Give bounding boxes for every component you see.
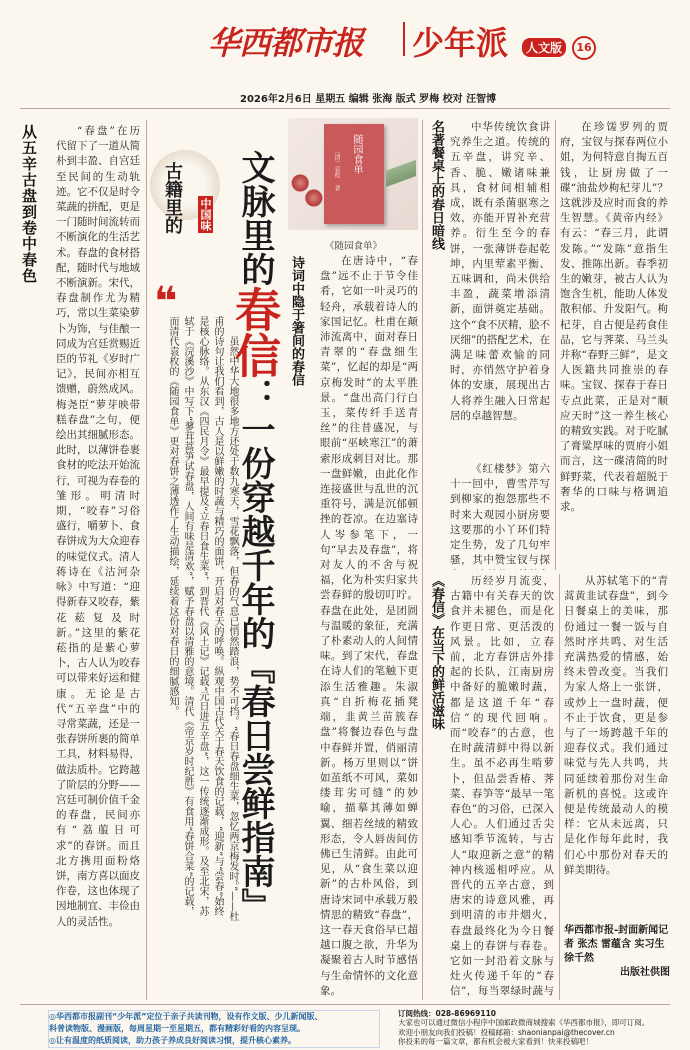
section-name: 少年派 [412,24,509,62]
quote-mark-icon: ❝ [154,279,178,325]
family-body-c [560,120,668,570]
book-cover-sub: 〔清〕袁枚 著 [333,148,340,191]
spring-body-text: 历经岁月流变，古籍中有关春天的饮食并未褪色，而是化作更日常、更活泼的风景。比如，立春前，北方春饼店外排起的长队，江南厨房中备好的脆嫩时蔬，都是这道千年“春信”的现代回响。而“咬春”的古意，也在时蔬清鲜中得以新生。虽不必再生啃萝卜，但品尝香椿、荠菜、春笋等“最早一笔春色”的习俗，已深入人心。人们通过舌尖感知季节流转，与古人“取迎新之意”的精神内核遥相呼应。从晋代的五辛古意，到唐宋的诗意风雅，再到明清的市井烟火，春盘最终化为今日餐桌上的春饼与春卷。它如一封沿着文脉与灶火传递千年的“春信”，每当翠绿时蔬与 [450,575,554,998]
leaf-decor [386,138,416,208]
feature-quote-text: 虽然中华大地很多地方还处于数九寒天，雪花飘落，但春的气息已悄然踏浪，势不可挡。“春日春盘细生菜，忽忆两京梅发时。”——杜甫的诗句让我们看到，古人是以鲜嫩的时蔬与精巧的面饼，开启对春天的呼唤。纵观中国古代关于春天饮食的记载，“迎新”与“尝春”始终是核心脉络。从东汉《四民月令》最早提及“立春日食生菜”，到晋代《风土记》记载“元日进五辛盘”，这一传统逐渐成形。及至北宋，苏轼于《浣溪沙》中写下“蓼茸蒿笋试春盘，人间有味是清欢”，赋予春盘以清雅的意境。清代《帝京岁时纪胜》有食用“春饼合菜”的记载，而清代袁枚的《随园食单》更对春饼之薄透作了生动描绘，延续着这份对春日的细腻感知。 [167,316,238,922]
seal-text: 古籍里的 [162,162,183,234]
book-cover-title: 随园食单 [351,134,362,174]
family-body-b [450,462,550,570]
feature-quote [150,316,240,924]
byline-reporters: 华西都市报-封面新闻记者 张杰 雷蕴含 实习生 徐千然 [564,925,669,964]
spring-body [450,574,554,1000]
footer-left-line-3: ◎让有温度的纸质阅读，助力孩子养成良好阅读习惯，提升核心素养。 [49,1036,296,1045]
spring-body-b-text: 从苏轼笔下的“青蒿黄韭试春盘”，到今日餐桌上的美味，那份通过一餐一饭与自然时序共鸣、对生活充满热爱的情感，始终未曾改变。当我们为家人烙上一张饼，或炒上一盘时蔬，便不止于饮食，更是参与了一场跨越千年的迎春仪式。我们通过味觉与先人共鸣，共同延续着那份对生命新机的喜悦。这或许便是传统最动人的模样：它从未远离，只是化作每年此时，我们心中那份对春天的鲜美期待。 [564,575,668,876]
book-caption: 《随园食单》 [325,241,383,252]
family-body-a-text: 中华传统饮食讲究养生之道。传统的五辛盘，讲究辛、香、脆、嫩诸味兼具，食材间相辅相成，既有杀菌驱寒之效，亦能开胃补充营养。衍生至今的春饼，一张薄饼卷起乾坤，内里荤素平衡、五味调和，尚未供给丰盈，蔬菜增添清新，面饼奠定基础。这个“食不厌精，脍不厌细”的搭配艺术，在满足味蕾欢愉的同时，亦悄然守护着身体的安康，展现出古人将养生融入日常起居的卓越智慧。 [450,121,550,422]
left-body-text: “春盘”在历代留下了一道从简朴到丰盈、自宫廷至民间的生动轨迹。它不仅是时令菜蔬的拼配，更是一门随时间流转而不断演化的生活艺术。春盘的食材搭配，随时代与地域不断演新。宋代，春盘制作尤为精巧，常以生菜染萝卜为饰，与佳酿一同成为宫廷赏赐近臣的节礼《岁时广记》，民间亦相互馈赠，蔚然成风。梅尧臣“萝芽映带糕春盘”之句，便绘出其细腻形态。此时，以薄饼卷裹食材的吃法开始流行，可视为春卷的雏形。明清时期，“咬春”习俗盛行，嚼萝卜、食春饼成为大众迎春的味觉仪式。清人蒋诗在《沽河杂咏》中写道：“迎得新春又咬春，紫花菘复及时新。”这里的紫花菘指的是紫心萝卜，古人认为咬春可以带来好运和健康。无论是古代“五辛盘”中的寻常菜蔬，还是一张春饼所裹的简单工具，材料易得，做法质朴。它跨越了阶层的分野——宫廷可制价值千金的春盘，民间亦有“荔菔日可求”的春饼。而且北方携用面粉烙饼，南方喜以面皮作卷，这也体现了因地制宜、丰俭由人的灵活性。 [56,125,140,928]
footer-right-line-4: 你投来的每一篇文章，都有机会被大家看到！快来投稿吧！ [398,1037,593,1047]
poems-headline: 诗词中隐于箸间的春信 [289,256,304,386]
spring-divider [559,574,560,1000]
family-body-a [450,120,550,460]
footer-left-line-1: ◎华西都市报副刊“少年派”定位于亲子共读刊物，设有作文版、少儿新闻版、 [49,1012,323,1021]
dateline: 2026年2月6日 星期五 编辑 张海 版式 罗梅 校对 汪智博 [240,94,497,105]
feature-title: 文脉里的春信：一份穿越千年的『春日尝鲜指南』 [228,150,282,922]
masthead [0,0,690,80]
poems-body-text: 在唐诗中，“春盘”远不止于节令佳肴，它如一叶灵巧的轻舟，承载着诗人的家国记忆。杜甫在颠沛流离中，面对春日青翠的“春盘细生菜”，忆起的却是“两京梅发时”的太平胜景。“盘出高门行白玉，菜传纤手送青丝”的往昔盛况，与眼前“巫峡寒江”的萧索形成刺目对比。那一盘鲜嫩，由此化作连接盛世与乱世的沉重符号，满是沉郁顿挫的苍凉。在边塞诗人岑参笔下，一句“早去及春盘”，将对友人的不舍与祝福，化为朴实归家共尝春鲜的殷切叮咛。春盘在此处，是团圆与温暖的象征，充满了朴素动人的人间情味。到了宋代，春盘在诗人们的笔触下更添生活雅趣。朱淑真“自折梅花插凳端，韭黄兰苗簇春盘”将餐边春色与盘中春鲜并置，俏丽清新。杨万里则以“饼如茧纸不可风，菜如缕茸劣可缝”的妙喻，描摹其薄如蝉翼、细若丝绒的精致形态，令人唇齿间仿佛已生清鲜。由此可见，从“食生菜以迎新”的古朴风俗，到唐诗宋词中承载万般情思的精致“春盘”，这一春天食俗早已超越口腹之欲，升华为凝聚着古人时节感悟与生命情怀的文化意象。 [320,255,418,997]
submission-email[interactable]: 欢迎小朋友向我们投稿！投稿邮箱：shaonianpai@thecover.cn [398,1027,615,1037]
masthead-divider [403,22,405,56]
family-body-c-text: 在珍馐罗列的贾府，宝钗与探春两位小姐，为何特意自掏五百钱，让厨房做了一碟“油盐炒枸杞芽儿”？这就涉及应时而食的养生智慧。《黄帝内经》有云：“春三月，此谓发陈。”“发陈”意指生发、推陈出新。春季初生的嫩芽，被古人认为饱含生机，能助人体发散积郁、升发阳气。枸杞芽，自古便是药食佳品，它与荠菜、马兰头并称“春野三鲜”，是文人医籍共同推崇的春味。宝钗、探春于春日专点此菜，正是对“顺应天时”这一养生核心的精致实践。对于吃腻了膏粱厚味的贾府小姐而言，这一碟清简的时鲜野菜，代表着超脱于奢华的口味与格调追求。 [560,121,668,514]
right-divider [555,120,556,570]
book-cover [324,124,384,224]
footer-left-line-2: 科普读物版、漫画版，每周星期一至星期五，都有精彩好看的内容呈现。 [49,1024,305,1033]
left-headline: 从五辛古盘到卷中春色 [20,124,38,284]
family-body-b-text: 《红楼梦》第六十一回中，曹雪芹写到柳家的抱怨那些不时来大观园小厨房要这要那的小丫环们特定生势，发了几句牢骚，其中赞宝钗与探 [450,463,550,567]
footer-right-box [398,1009,670,1047]
page-tag: 人文版 [522,38,566,57]
family-headline: 名著餐桌上的春日暗线 [429,120,444,250]
spring-body-b [564,574,668,922]
byline [564,924,670,980]
title-highlight: 春信 [228,286,282,378]
left-body [56,124,140,1000]
paper-name: 华西都市报 [208,24,364,62]
top-rule [20,108,670,109]
lychee-decor [290,168,324,218]
left-divider [146,120,147,1000]
book-photo [288,118,418,230]
spring-headline: 《春信》在当下的鲜活滋味 [429,574,444,730]
subscription-hotline: 订阅热线：028-86969110 [398,1009,497,1018]
byline-credit: 出版社供图 [620,967,670,978]
page-number: 16 [572,36,596,60]
footer-rule [20,1004,670,1005]
mid-divider [422,120,423,1000]
footer-left-box [48,1010,380,1048]
poems-body [320,254,418,1000]
seal-tag: 中国味 [199,198,212,231]
footer-right-line-2: 大家也可以通过微信小程序中国邮政微商城搜索《华西都市报》，即可订阅。 [398,1018,650,1028]
